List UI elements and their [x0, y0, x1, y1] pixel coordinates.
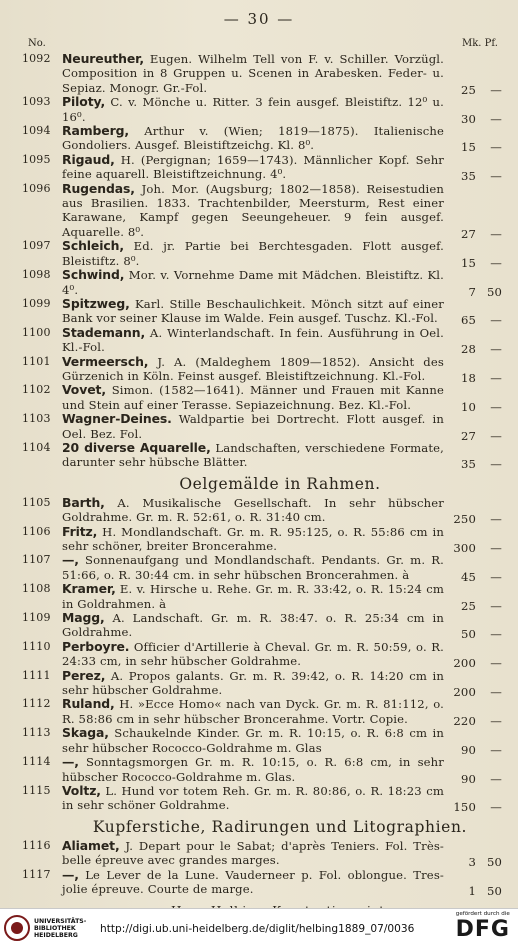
entry-description	[62, 669, 444, 698]
entry-number: 1104	[22, 440, 51, 454]
artist-name: Ruland,	[62, 696, 115, 712]
entry-number: 1114	[22, 755, 51, 769]
catalog-entry	[22, 124, 508, 153]
entry-number: 1106	[22, 524, 51, 538]
catalog-entry	[22, 755, 508, 784]
entry-text: J. Depart pour le Sabat; d'après Teniers. Fol. Très-belle épreuve avec grandes marges.	[62, 838, 444, 868]
price-pfennig: —	[490, 169, 502, 184]
artist-name: 20 diverse Aquarelle,	[62, 439, 211, 455]
price-marks: 150	[453, 800, 476, 815]
catalog-content	[22, 52, 508, 918]
price-pfennig: —	[490, 569, 502, 584]
price-pfennig: —	[490, 428, 502, 443]
entry-description	[62, 755, 444, 784]
artist-name: Perez,	[62, 667, 106, 683]
artist-name: Vovet,	[62, 382, 106, 398]
price-pfennig: 50	[486, 855, 502, 870]
entry-text: Waldpartie bei Dortrecht. Flott ausgef. in Oel. Bez. Fol.	[62, 412, 444, 441]
entry-number: 1108	[22, 582, 51, 596]
entry-text: A. Winterlandschaft. In fein. Ausführung in Oel. Kl.-Fol.	[62, 325, 444, 355]
artist-name: Vermeersch,	[62, 353, 149, 369]
price-marks: 15	[460, 255, 476, 270]
catalog-entry	[22, 268, 508, 297]
entry-description	[62, 95, 444, 124]
entry-text: A. Landschaft. Gr. m. R. 38:47. o. R. 25:34 cm in Goldrahme.	[62, 611, 444, 640]
entry-description	[62, 383, 444, 412]
price-marks: 18	[460, 370, 476, 385]
entry-text: A. Musikalische Gesellschaft. In sehr hübscher Goldrahme. Gr. m. R. 52:61, o. R. 31:40 cm.	[62, 495, 444, 525]
entry-number: 1109	[22, 611, 51, 625]
entry-price	[446, 457, 502, 471]
entry-text: L. Hund vor totem Reh. Gr. m. R. 80:86, o. R. 18:23 cm in sehr schöner Goldrahme.	[62, 783, 444, 813]
price-pfennig: —	[490, 255, 502, 270]
section-heading-engravings: Kupferstiche, Radirungen und Litographien.	[92, 817, 468, 836]
price-marks: 35	[460, 169, 476, 184]
price-marks: 7	[468, 284, 476, 299]
artist-name: —,	[62, 866, 79, 882]
entry-description	[62, 726, 444, 755]
catalog-entry	[22, 553, 508, 582]
entry-description	[62, 52, 444, 95]
entry-number: 1111	[22, 668, 51, 682]
price-marks: 45	[460, 569, 476, 584]
entry-description	[62, 868, 444, 897]
catalog-entry	[22, 95, 508, 124]
entry-description	[62, 611, 444, 640]
entry-description	[62, 640, 444, 669]
entry-description	[62, 124, 444, 153]
entry-description	[62, 784, 444, 813]
entry-text: A. Propos galants. Gr. m. R. 39:42, o. R. 14:20 cm in sehr hübscher Goldrahme.	[62, 668, 444, 698]
entry-text: Officier d'Artillerie à Cheval. Gr. m. R. 50:59, o. R. 24:33 cm, in sehr hübscher Goldrahme.	[62, 639, 444, 669]
entry-description	[62, 153, 444, 182]
artist-name: Rugendas,	[62, 180, 135, 196]
catalog-entry	[22, 153, 508, 182]
funded-by-label: gefördert durch die	[455, 911, 510, 917]
entry-number: 1107	[22, 553, 51, 567]
price-pfennig: —	[490, 457, 502, 472]
price-marks: 27	[460, 428, 476, 443]
entry-text: Joh. Mor. (Augsburg; 1802—1858). Reisestudien aus Brasilien. 1833. Trachtenbilder, Meersturm, Rest einer Karawane, Kampf gegen Seeungeheuer. 9 fein ausgef. Aquarelle. 8⁰.	[62, 181, 444, 239]
price-marks: 200	[453, 656, 476, 671]
artist-name: Wagner-Deines.	[62, 411, 172, 427]
university-logo	[4, 915, 86, 941]
artist-name: Fritz,	[62, 523, 98, 539]
entry-number: 1095	[22, 152, 51, 166]
price-pfennig: —	[490, 342, 502, 357]
price-marks: 25	[460, 598, 476, 613]
entry-number: 1105	[22, 495, 51, 509]
entry-description	[62, 326, 444, 355]
entry-number: 1099	[22, 296, 51, 310]
entry-description	[62, 582, 444, 611]
price-marks: 27	[460, 226, 476, 241]
price-marks: 50	[460, 627, 476, 642]
entry-number: 1110	[22, 639, 51, 653]
price-marks: 28	[460, 342, 476, 357]
entry-text: Ed. jr. Partie bei Berchtesgaden. Flott ausgef. Bleistiftz. 8⁰.	[62, 239, 444, 268]
catalog-entry	[22, 525, 508, 554]
column-header-price: Mk. Pf.	[462, 38, 498, 49]
catalog-entry	[22, 239, 508, 268]
artist-name: —,	[62, 552, 79, 568]
entry-price	[446, 800, 502, 814]
entry-description	[62, 525, 444, 554]
price-marks: 65	[460, 313, 476, 328]
entry-number: 1113	[22, 726, 51, 740]
entry-text: J. A. (Maldeghem 1809—1852). Ansicht des Gürzenich in Köln. Feinst ausgef. Bleistiftzeichnung. Kl.-Fol.	[62, 354, 444, 383]
artist-name: Skaga,	[62, 725, 109, 741]
entry-number: 1101	[22, 354, 51, 368]
entry-description	[62, 268, 444, 297]
artist-name: Stademann,	[62, 324, 146, 340]
artist-name: Aliamet,	[62, 837, 120, 853]
price-pfennig: —	[490, 512, 502, 527]
entry-number: 1116	[22, 838, 51, 852]
entry-number: 1102	[22, 383, 51, 397]
dfg-mark: DFG	[455, 917, 510, 942]
entry-text: Le Lever de la Lune. Vauderneer p. Fol. oblongue. Tres-jolie épreuve. Courte de marge.	[62, 867, 444, 896]
price-pfennig: —	[490, 370, 502, 385]
price-marks: 250	[453, 512, 476, 527]
price-marks: 90	[460, 742, 476, 757]
artist-name: Rigaud,	[62, 151, 115, 167]
catalog-entry	[22, 441, 508, 470]
price-pfennig: —	[490, 627, 502, 642]
entry-text: H. Mondlandschaft. Gr. m. R. 95:125, o. R. 55:86 cm in sehr schöner, breiter Broncerahme.	[62, 524, 444, 553]
catalog-entry	[22, 640, 508, 669]
page-number: — 30 —	[223, 10, 295, 28]
footer-bar	[0, 908, 518, 952]
entry-description	[62, 412, 444, 441]
entry-number: 1094	[22, 124, 51, 138]
catalog-entry	[22, 326, 508, 355]
catalog-entry	[22, 297, 508, 326]
price-marks: 35	[460, 457, 476, 472]
entry-number: 1098	[22, 268, 51, 282]
price-marks: 90	[460, 771, 476, 786]
artist-name: Perboyre.	[62, 638, 130, 654]
entry-text: Eugen. Wilhelm Tell von F. v. Schiller. Vorzügl. Composition in 8 Gruppen u. Scenen in Arabesken. Feder- u. Sepiaz. Monogr. Gr.-Fol.	[62, 52, 444, 95]
price-pfennig: —	[490, 771, 502, 786]
entry-number: 1100	[22, 325, 51, 339]
artist-name: Spitzweg,	[62, 295, 130, 311]
entry-number: 1103	[22, 412, 51, 426]
catalog-entry	[22, 412, 508, 441]
entry-number: 1097	[22, 239, 51, 253]
price-pfennig: —	[490, 140, 502, 155]
price-pfennig: 50	[486, 284, 502, 299]
catalog-entry	[22, 182, 508, 240]
artist-name: Piloty,	[62, 94, 106, 110]
university-name-line: UNIVERSITÄTS-	[34, 917, 87, 925]
entry-description	[62, 697, 444, 726]
entry-text: Mor. v. Vornehme Dame mit Mädchen. Bleistiftz. Kl. 4⁰.	[62, 268, 444, 297]
university-name-line: BIBLIOTHEK	[34, 924, 76, 932]
catalog-entry	[22, 582, 508, 611]
price-pfennig: —	[490, 313, 502, 328]
artist-name: Neureuther,	[62, 51, 144, 66]
entry-number: 1115	[22, 783, 51, 797]
price-marks: 25	[460, 82, 476, 97]
drawings-list	[22, 52, 508, 470]
price-marks: 10	[460, 399, 476, 414]
section-heading-oil-paintings: Oelgemälde in Rahmen.	[179, 474, 381, 493]
entry-text: Simon. (1582—1641). Männer und Frauen mit Kanne und Stein auf einer Terasse. Sepiazeichnung. Bez. Kl.-Fol.	[62, 383, 444, 412]
entry-number: 1092	[22, 52, 51, 65]
price-marks: 300	[453, 541, 476, 555]
oil-paintings-list	[22, 496, 508, 813]
entry-price	[446, 884, 502, 898]
catalog-entry	[22, 868, 508, 897]
entry-text: H. »Ecce Homo« nach van Dyck. Gr. m. R. 81:112, o. R. 58:86 cm in sehr hübscher Broncerahme. Vortr. Copie.	[62, 697, 444, 726]
entry-description	[62, 239, 444, 268]
entry-description	[62, 441, 444, 470]
column-header-no: No.	[28, 38, 46, 49]
price-pfennig: —	[490, 226, 502, 241]
price-marks: 15	[460, 140, 476, 155]
artist-name: Schwind,	[62, 267, 125, 283]
price-pfennig: —	[490, 399, 502, 414]
artist-name: Voltz,	[62, 782, 101, 798]
catalog-entry	[22, 383, 508, 412]
price-pfennig: —	[490, 713, 502, 728]
price-pfennig: —	[490, 685, 502, 700]
price-pfennig: —	[490, 111, 502, 126]
entry-text: Sonnenaufgang und Mondlandschaft. Pendants. Gr. m. R. 51:66, o. R. 30:44 cm. in sehr hübschen Broncerahmen. à	[62, 553, 444, 582]
price-marks: 1	[468, 883, 476, 898]
entry-description	[62, 297, 444, 326]
price-pfennig: —	[490, 598, 502, 613]
price-marks: 3	[468, 855, 476, 870]
dfg-logo	[456, 911, 510, 942]
entry-description	[62, 839, 444, 868]
artist-name: Kramer,	[62, 581, 116, 597]
entry-description	[62, 182, 444, 240]
catalog-entry	[22, 496, 508, 525]
catalog-entry	[22, 726, 508, 755]
catalog-entry	[22, 611, 508, 640]
seal-icon	[4, 915, 30, 941]
catalog-entry	[22, 839, 508, 868]
entry-text: E. v. Hirsche u. Rehe. Gr. m. R. 33:42, o. R. 15:24 cm in Goldrahmen. à	[62, 582, 444, 611]
price-pfennig: 50	[486, 883, 502, 898]
catalog-entry	[22, 355, 508, 384]
entry-text: Karl. Stille Beschaulichkeit. Mönch sitzt auf einer Bank vor seiner Klause im Walde. Fein ausgef. Tuschz. Kl.-Fol.	[62, 296, 444, 326]
entry-text: H. (Pergignan; 1659—1743). Männlicher Kopf. Sehr feine aquarell. Bleistiftzeichnung. 4⁰.	[62, 152, 444, 182]
entry-text: Arthur v. (Wien; 1819—1875). Italienische Gondoliers. Ausgef. Bleistiftzeichg. Kl. 8⁰.	[62, 124, 444, 153]
price-marks: 200	[453, 685, 476, 700]
price-pfennig: —	[490, 742, 502, 757]
entry-text: Landschaften, verschiedene Formate, darunter sehr hübsche Blätter.	[62, 440, 444, 470]
entry-number: 1112	[22, 697, 51, 711]
price-marks: 220	[453, 713, 476, 728]
entry-number: 1093	[22, 95, 51, 109]
entry-text: Sonntagsmorgen Gr. m. R. 10:15, o. R. 6:8 cm, in sehr hübscher Rococco-Goldrahme m. Glas.	[62, 755, 444, 784]
entry-text: C. v. Mönche u. Ritter. 3 fein ausgef. Bleistiftz. 12⁰ u. 16⁰.	[62, 95, 444, 124]
artist-name: Barth,	[62, 494, 105, 510]
engravings-list	[22, 839, 508, 897]
catalog-entry	[22, 669, 508, 698]
catalog-entry	[22, 52, 508, 95]
permalink-url[interactable]: http://digi.ub.uni-heidelberg.de/diglit/helbing1889_07/0036	[100, 923, 415, 935]
price-pfennig: —	[490, 800, 502, 815]
price-marks: 30	[460, 111, 476, 126]
price-pfennig: —	[490, 82, 502, 97]
catalog-entry	[22, 697, 508, 726]
artist-name: Schleich,	[62, 238, 124, 254]
artist-name: Ramberg,	[62, 123, 129, 139]
entry-text: Schaukelnde Kinder. Gr. m. R. 10:15, o. R. 6:8 cm in sehr hübscher Rococco-Goldrahme m. Glas	[62, 726, 444, 755]
catalog-entry	[22, 784, 508, 813]
artist-name: —,	[62, 754, 79, 770]
artist-name: Magg,	[62, 610, 105, 626]
university-name-line: HEIDELBERG	[34, 931, 78, 939]
entry-description	[62, 553, 444, 582]
price-pfennig: —	[490, 656, 502, 671]
price-pfennig: —	[490, 541, 502, 555]
entry-description	[62, 496, 444, 525]
entry-description	[62, 355, 444, 384]
entry-number: 1096	[22, 181, 51, 195]
entry-number: 1117	[22, 867, 51, 881]
